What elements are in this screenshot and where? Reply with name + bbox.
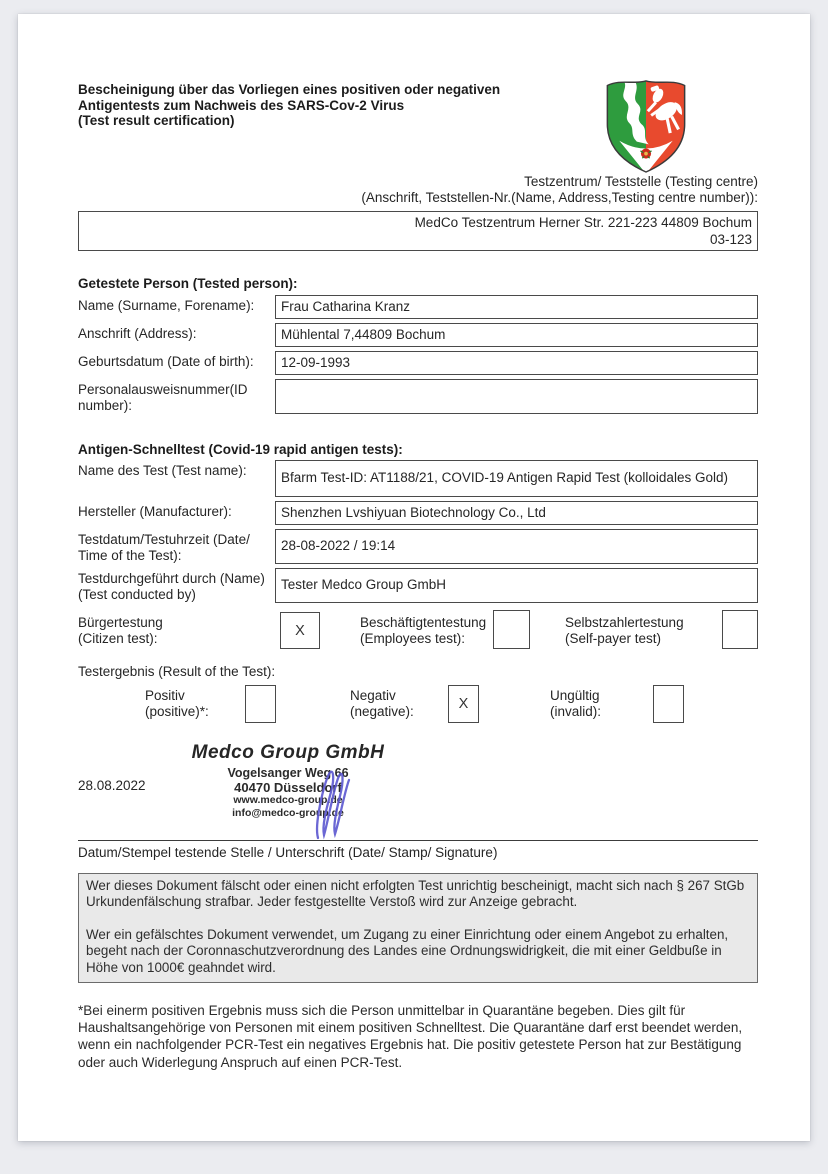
tested-person-heading: Getestete Person (Tested person): xyxy=(78,276,298,291)
testing-centre-label-1: Testzentrum/ Teststelle (Testing centre) xyxy=(524,174,758,189)
field-row-name xyxy=(78,295,758,319)
conducted-by-field-label: Testdurchgeführt durch (Name) (Test conducted by) xyxy=(78,571,265,602)
title-line-1: Bescheinigung über das Vorliegen eines positiven oder negativen xyxy=(78,82,501,97)
testing-centre-value-1: MedCo Testzentrum Herner Str. 221-223 44809 Bochum xyxy=(414,215,752,230)
positive-result-label: Positiv (positive)*: xyxy=(145,688,209,719)
field-row-conducted-by xyxy=(78,568,758,603)
testing-centre-field[interactable] xyxy=(78,211,758,251)
field-row-id-number xyxy=(78,379,758,414)
company-stamp xyxy=(175,742,401,819)
signature-line xyxy=(78,840,758,841)
negative-result-checkbox[interactable]: X xyxy=(448,685,479,723)
test-date: 28.08.2022 xyxy=(78,778,146,793)
test-datetime-field-label: Testdatum/Testuhrzeit (Date/ Time of the Test): xyxy=(78,532,250,563)
field-row-test-name xyxy=(78,460,758,497)
handwritten-signature-icon xyxy=(308,764,360,844)
document-title xyxy=(78,82,608,129)
stamp-city: 40470 Düsseldorf xyxy=(234,780,342,795)
employees-test-label: Beschäftigtentestung (Employees test): xyxy=(360,615,487,646)
title-line-3: (Test result certification) xyxy=(78,113,235,128)
tested-person-fields xyxy=(78,295,758,418)
citizen-test-label: Bürgertestung (Citizen test): xyxy=(78,615,163,646)
positive-result-checkbox[interactable] xyxy=(245,685,276,723)
stamp-company-name: Medco Group GmbH xyxy=(191,742,385,763)
testing-centre-label-2: (Anschrift, Teststellen-Nr.(Name, Address,Testing centre number)): xyxy=(361,189,758,205)
conducted-by-field[interactable]: Tester Medco Group GmbH xyxy=(275,568,758,603)
invalid-result-checkbox[interactable] xyxy=(653,685,684,723)
manufacturer-field-label: Hersteller (Manufacturer): xyxy=(78,504,232,519)
quarantine-footnote: *Bei einerm positiven Ergebnis muss sich die Person unmittelbar in Quarantäne begeben. Dies gilt für Haushaltsangehörige von Personen mit einem positiven Schnelltest. Die Quarantäne darf erst beendet werden, wenn ein nachfolgender PCR-Test ein negatives Ergebnis hat. Die positiv getestete Person hat zur Bestätigung oder auch Widerlegung Anspruch auf einen PCR-Test. xyxy=(78,1003,743,1070)
field-row-address xyxy=(78,323,758,347)
invalid-result-label: Ungültig (invalid): xyxy=(550,688,602,719)
employees-test-checkbox[interactable] xyxy=(493,610,530,649)
antigen-test-fields xyxy=(78,460,758,607)
signature-caption: Datum/Stempel testende Stelle / Unterschrift (Date/ Stamp/ Signature) xyxy=(78,845,498,860)
antigen-test-heading: Antigen-Schnelltest (Covid-19 rapid antigen tests): xyxy=(78,442,403,457)
id-number-field[interactable] xyxy=(275,379,758,414)
test-result-heading: Testergebnis (Result of the Test): xyxy=(78,664,276,679)
title-line-2: Antigentests zum Nachweis des SARS-Cov-2 Virus xyxy=(78,97,405,113)
document-page xyxy=(18,14,810,1141)
test-datetime-field[interactable]: 28-08-2022 / 19:14 xyxy=(275,529,758,564)
legal-paragraph-1: Wer dieses Dokument fälscht oder einen nicht erfolgten Test unrichtig bescheinigt, macht sich nach § 267 StGb Urkundenfälschung strafbar. Jeder festgestellte Verstoß wird zur Anzeige gebracht. xyxy=(86,878,745,910)
field-row-manufacturer xyxy=(78,501,758,525)
test-name-field[interactable]: Bfarm Test-ID: AT1188/21, COVID-19 Antigen Rapid Test (kolloidales Gold) xyxy=(275,460,758,497)
stamp-website: www.medco-group.de xyxy=(233,794,343,806)
id-number-field-label: Personalausweisnummer(ID number): xyxy=(78,382,248,413)
field-row-test-datetime xyxy=(78,529,758,564)
testing-centre-value-2: 03-123 xyxy=(709,232,752,247)
name-field-label: Name (Surname, Forename): xyxy=(78,298,255,313)
manufacturer-field[interactable]: Shenzhen Lvshiyuan Biotechnology Co., Ltd xyxy=(275,501,758,525)
birthdate-field-label: Geburtsdatum (Date of birth): xyxy=(78,354,254,369)
test-name-field-label: Name des Test (Test name): xyxy=(78,463,247,478)
self-payer-test-checkbox[interactable] xyxy=(722,610,758,649)
testing-centre-labels xyxy=(361,174,758,205)
self-payer-test-label: Selbstzahlertestung (Self-payer test) xyxy=(565,615,684,646)
legal-notice-box xyxy=(78,873,758,983)
address-field[interactable]: Mühlental 7,44809 Bochum xyxy=(275,323,758,347)
address-field-label: Anschrift (Address): xyxy=(78,326,197,341)
name-field[interactable]: Frau Catharina Kranz xyxy=(275,295,758,319)
stamp-email: info@medco-group.de xyxy=(232,806,344,819)
field-row-birthdate xyxy=(78,351,758,375)
birthdate-field[interactable]: 12-09-1993 xyxy=(275,351,758,375)
stamp-street: Vogelsanger Weg 66 xyxy=(227,766,349,780)
citizen-test-checkbox[interactable]: X xyxy=(280,612,320,649)
negative-result-label: Negativ (negative): xyxy=(350,688,414,719)
nrw-coat-of-arms-icon xyxy=(600,76,692,176)
legal-paragraph-2: Wer ein gefälschtes Dokument verwendet, um Zugang zu einer Einrichtung oder einem Angebot zu erhalten, begeht nach der Coronnaschutzverordnung des Landes eine Ordnungswidrigkeit, die mit einer Geldbuße in Höhe von 1000€ geahndet wird. xyxy=(86,926,729,975)
